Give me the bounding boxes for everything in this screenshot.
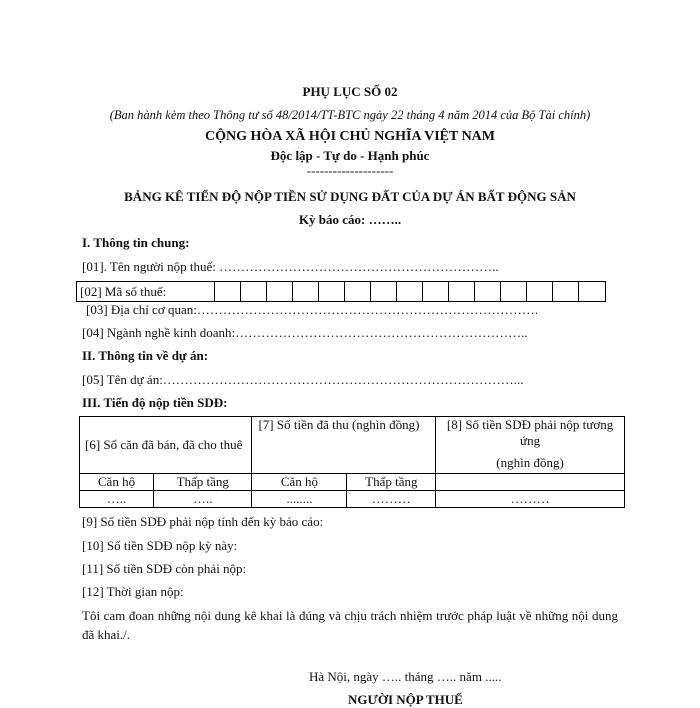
field-payment-time: [12] Thời gian nộp: <box>82 584 184 599</box>
issued-note: (Ban hành kèm theo Thông tư số 48/2014/TT-BTC ngày 22 tháng 4 năm 2014 của Bộ Tài chính) <box>109 108 591 122</box>
subheader-empty <box>436 474 625 491</box>
tax-code-cell <box>371 282 397 301</box>
subheader-apartment: Căn hộ <box>80 474 154 491</box>
tax-code-cell <box>579 282 605 301</box>
subheader-low-rise: Thấp tầng <box>154 474 252 491</box>
table-cell: ….. <box>80 491 154 508</box>
tax-code-cell <box>241 282 267 301</box>
declaration-text: Tôi cam đoan những nội dung kê khai là đúng và chịu trách nhiệm trước pháp luật về những nội dung đã khai./. <box>82 608 618 642</box>
subheader-low-rise: Thấp tầng <box>347 474 436 491</box>
table-row <box>80 491 625 508</box>
form-title: BẢNG KÊ TIẾN ĐỘ NỘP TIỀN SỬ DỤNG ĐẤT CỦA DỰ ÁN BẤT ĐỘNG SẢN <box>124 189 576 204</box>
section-progress-heading: III. Tiến độ nộp tiền SDĐ: <box>82 395 228 410</box>
tax-code-cell <box>319 282 345 301</box>
header-units-sold: [6] Số căn đã bán, đã cho thuê <box>80 417 252 474</box>
tax-code-cell <box>397 282 423 301</box>
field-remaining-payable: [11] Số tiền SDĐ còn phải nộp: <box>82 561 247 576</box>
tax-code-cell <box>345 282 371 301</box>
tax-code-cell <box>267 282 293 301</box>
place-date: Hà Nội, ngày ….. tháng ….. năm ..... <box>309 669 502 684</box>
field-paid-this-period: [10] Số tiền SDĐ nộp kỳ này: <box>82 538 238 553</box>
table-cell: ……… <box>436 491 625 508</box>
field-business-line: [04] Ngành nghề kinh doanh:………………………………………………………….. <box>82 325 528 340</box>
table-cell: ……… <box>347 491 436 508</box>
divider: -------------------- <box>306 163 394 178</box>
tax-code-cell <box>423 282 449 301</box>
progress-table <box>79 416 625 508</box>
table-subheader-row <box>80 474 625 491</box>
tax-code-cell <box>501 282 527 301</box>
appendix-title: PHỤ LỤC SỐ 02 <box>302 84 398 99</box>
tax-code-cell <box>215 282 241 301</box>
tax-code-cell <box>449 282 475 301</box>
tax-code-cell <box>527 282 553 301</box>
field-payable-to-date: [9] Số tiền SDĐ phải nộp tính đến kỳ báo cáo: <box>82 514 324 529</box>
report-period: Kỳ báo cáo: …….. <box>298 212 402 227</box>
signer-label: NGƯỜI NỘP THUẾ <box>348 692 463 707</box>
table-cell: ........ <box>252 491 347 508</box>
field-taxpayer-name: [01]. Tên người nộp thuế: ……………………………………………………….. <box>82 259 499 274</box>
header-amount-payable-unit: (nghìn đồng) <box>496 455 564 470</box>
header-amount-collected: [7] Số tiền đã thu (nghìn đồng) <box>252 417 436 474</box>
header-amount-payable-label: [8] Số tiền SDĐ phải nộp tương ứng <box>446 417 614 448</box>
table-cell: ….. <box>154 491 252 508</box>
tax-code-box <box>76 281 606 302</box>
header-amount-payable <box>436 417 625 474</box>
field-project-name: [05] Tên dự án:………………………………………………………………………... <box>82 372 524 387</box>
subheader-apartment: Căn hộ <box>252 474 347 491</box>
field-address: [03] Địa chỉ cơ quan:……………………………………………………………………. <box>86 302 539 317</box>
section-project-heading: II. Thông tin về dự án: <box>82 348 209 363</box>
tax-code-cell <box>553 282 579 301</box>
tax-code-cell <box>293 282 319 301</box>
motto: Độc lập - Tự do - Hạnh phúc <box>270 148 430 163</box>
nation-heading: CỘNG HÒA XÃ HỘI CHỦ NGHĨA VIỆT NAM <box>204 129 495 144</box>
table-header-row <box>80 417 625 474</box>
section-general-heading: I. Thông tin chung: <box>82 235 190 250</box>
tax-code-label: [02] Mã số thuế: <box>77 282 215 301</box>
tax-code-cell <box>475 282 501 301</box>
